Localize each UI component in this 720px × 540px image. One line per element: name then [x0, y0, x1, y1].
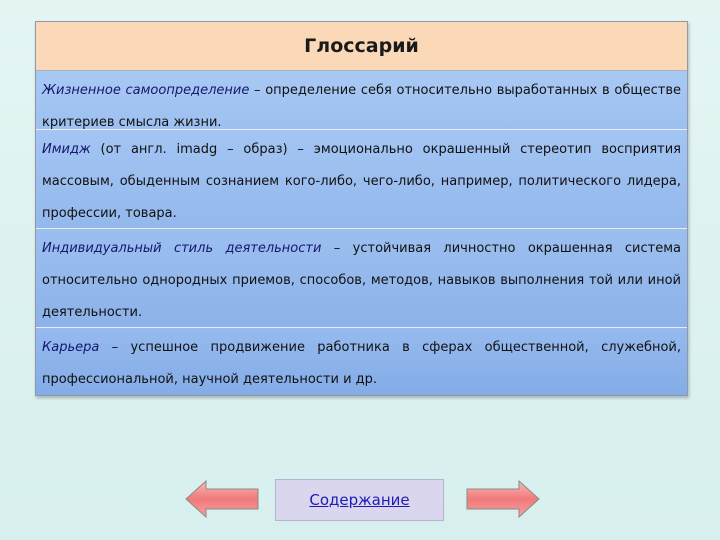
right-arrow-icon[interactable] [465, 479, 541, 519]
glossary-definition: – успешное продвижение работника в сферах общественной, служебной, профессиональной, научной деятельности и др. [42, 340, 681, 387]
glossary-definition: – устойчивая личностно окрашенная система относительно однородных приемов, способов, методов, навыков выполнения той или иной деятельности. [42, 241, 681, 320]
glossary-term: Имидж [42, 142, 91, 157]
glossary-term: Индивидуальный стиль деятельности [42, 241, 322, 256]
glossary-entry [36, 71, 687, 130]
glossary-title: Глоссарий [36, 22, 687, 71]
left-arrow-icon[interactable] [184, 479, 260, 519]
contents-button[interactable] [275, 479, 444, 521]
glossary-term: Карьера [42, 340, 100, 355]
glossary-definition: (от англ. imadg – образ) – эмоционально окрашенный стереотип восприятия массовым, обыденным сознанием кого-либо, чего-либо, например, политического лидера, профессии, товара. [42, 142, 681, 221]
contents-link[interactable]: Содержание [309, 491, 410, 509]
glossary-term: Жизненное самоопределение [42, 83, 250, 98]
glossary-entry [36, 229, 687, 328]
glossary-definition: – определение себя относительно выработанных в обществе критериев смысла жизни. [42, 83, 681, 130]
glossary-entry [36, 328, 687, 395]
glossary-table [35, 21, 688, 396]
glossary-entry [36, 130, 687, 229]
